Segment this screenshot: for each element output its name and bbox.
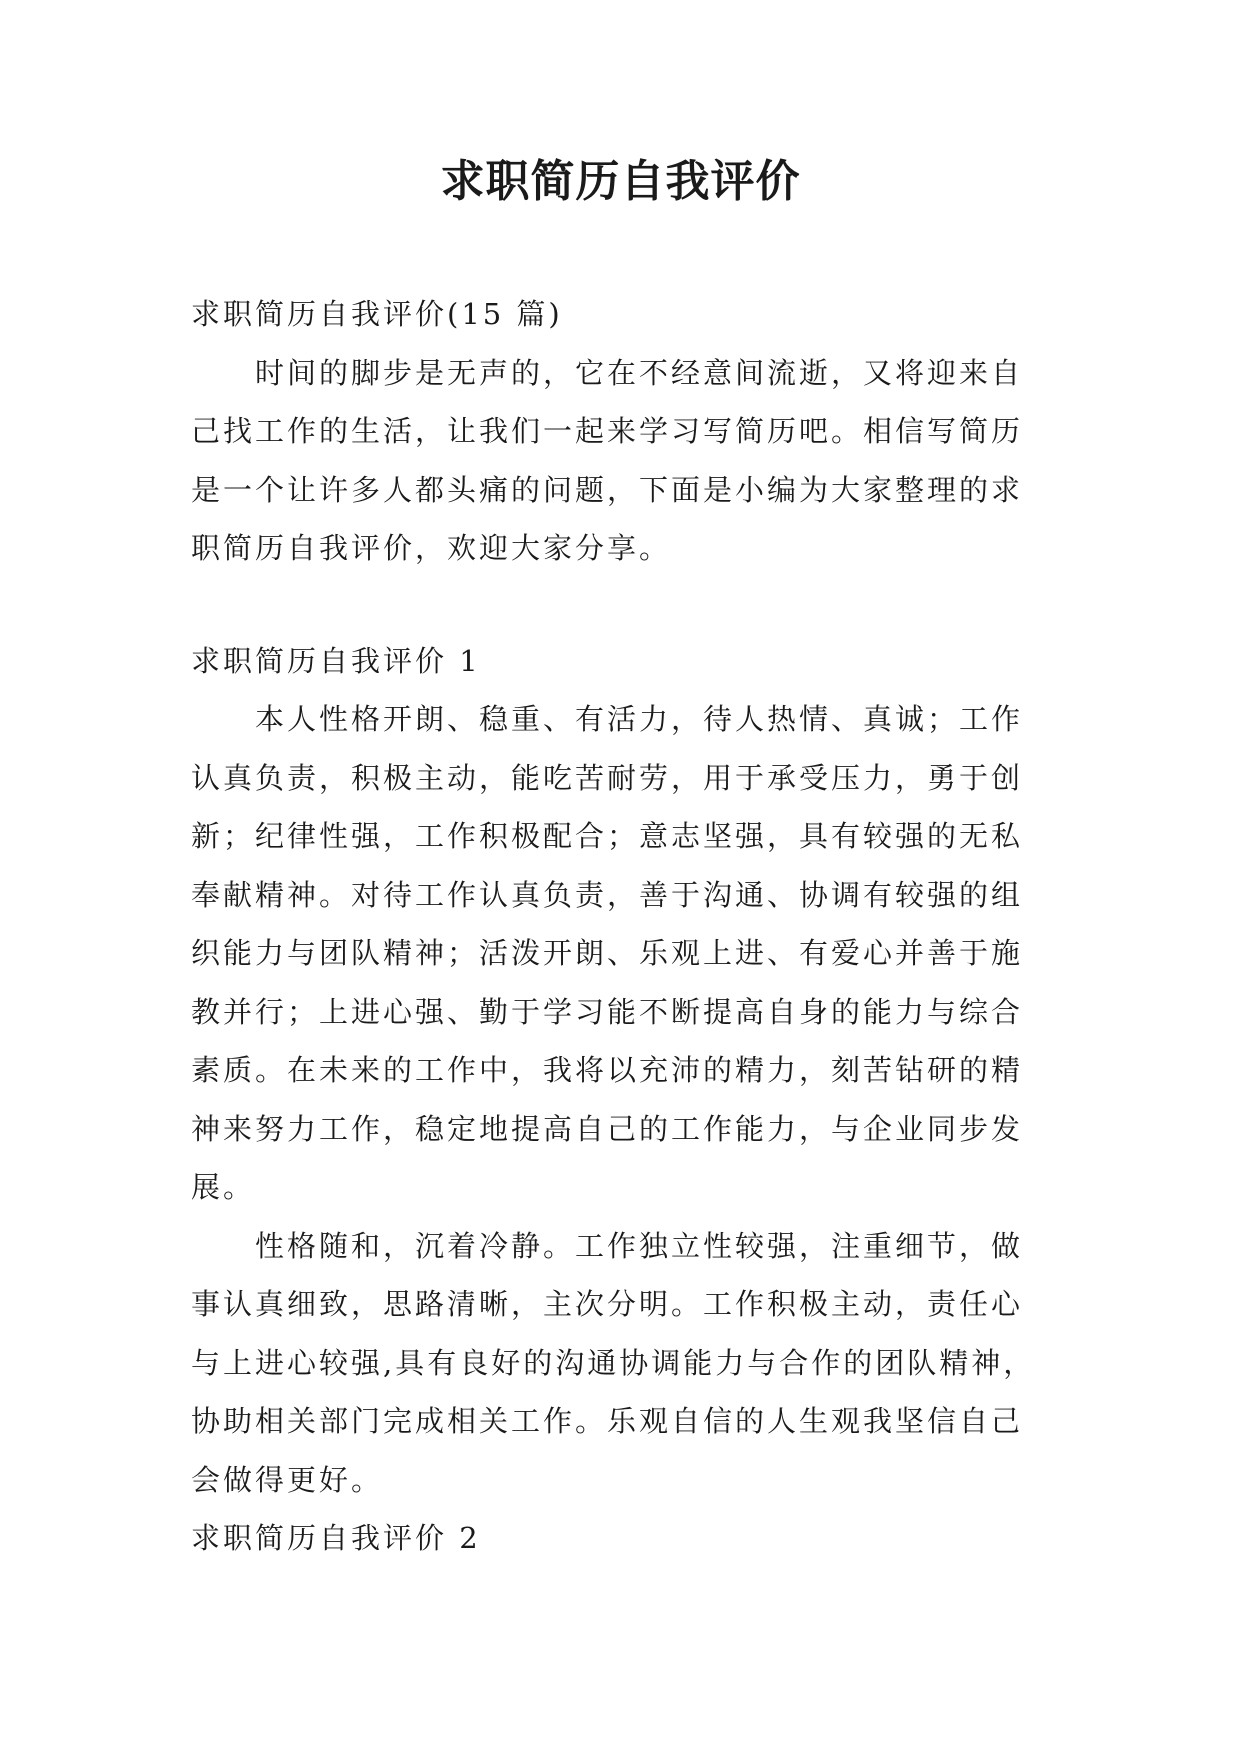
paragraph — [191, 1217, 1051, 1510]
paragraph-line: 奉献精神。对待工作认真负责，善于沟通、协调有较强的组 — [191, 877, 1024, 912]
paragraph — [191, 690, 1051, 1217]
paragraph-line: 己找工作的生活，让我们一起来学习写简历吧。相信写简历 — [191, 414, 1024, 448]
paragraph-line: 协助相关部门完成相关工作。乐观自信的人生观我坚信自己 — [191, 1404, 1024, 1438]
paragraph-line: 神来努力工作，稳定地提高自己的工作能力，与企业同步发 — [191, 1111, 1024, 1146]
section-heading: 求职简历自我评价 1 — [191, 643, 481, 678]
paragraph-line: 本人性格开朗、稳重、有活力，待人热情、真诚；工作 — [255, 702, 1024, 736]
paragraph-line: 与上进心较强,具有良好的沟通协调能力与合作的团队精神， — [191, 1345, 1036, 1380]
paragraph-line: 新；纪律性强，工作积极配合；意志坚强，具有较强的无私 — [191, 819, 1024, 853]
document-body — [191, 285, 1051, 1568]
paragraph-line: 素质。在未来的工作中，我将以充沛的精力，刻苦钻研的精 — [191, 1053, 1024, 1087]
section-heading: 求职简历自我评价 2 — [191, 1521, 481, 1555]
paragraph-line: 教并行；上进心强、勤于学习能不断提高自身的能力与综合 — [191, 994, 1024, 1029]
document-title: 求职简历自我评价 — [440, 156, 801, 207]
section-gap — [191, 578, 1051, 632]
paragraph-line: 性格随和，沉着冷静。工作独立性较强，注重细节，做 — [255, 1228, 1024, 1263]
section-heading: 求职简历自我评价(15 篇) — [191, 297, 563, 331]
paragraph — [191, 344, 1051, 578]
paragraph-line: 认真负责，积极主动，能吃苦耐劳，用于承受压力，勇于创 — [191, 760, 1024, 795]
paragraph-line: 是一个让许多人都头痛的问题，下面是小编为大家整理的求 — [191, 472, 1024, 507]
paragraph-line: 事认真细致，思路清晰，主次分明。工作积极主动，责任心 — [191, 1287, 1024, 1321]
paragraph-line: 展。 — [191, 1170, 256, 1204]
paragraph-line: 时间的脚步是无声的，它在不经意间流逝，又将迎来自 — [255, 355, 1024, 390]
paragraph-line: 会做得更好。 — [191, 1462, 384, 1497]
paragraph-line: 织能力与团队精神；活泼开朗、乐观上进、有爱心并善于施 — [191, 936, 1024, 970]
paragraph-line: 职简历自我评价，欢迎大家分享。 — [191, 531, 672, 565]
